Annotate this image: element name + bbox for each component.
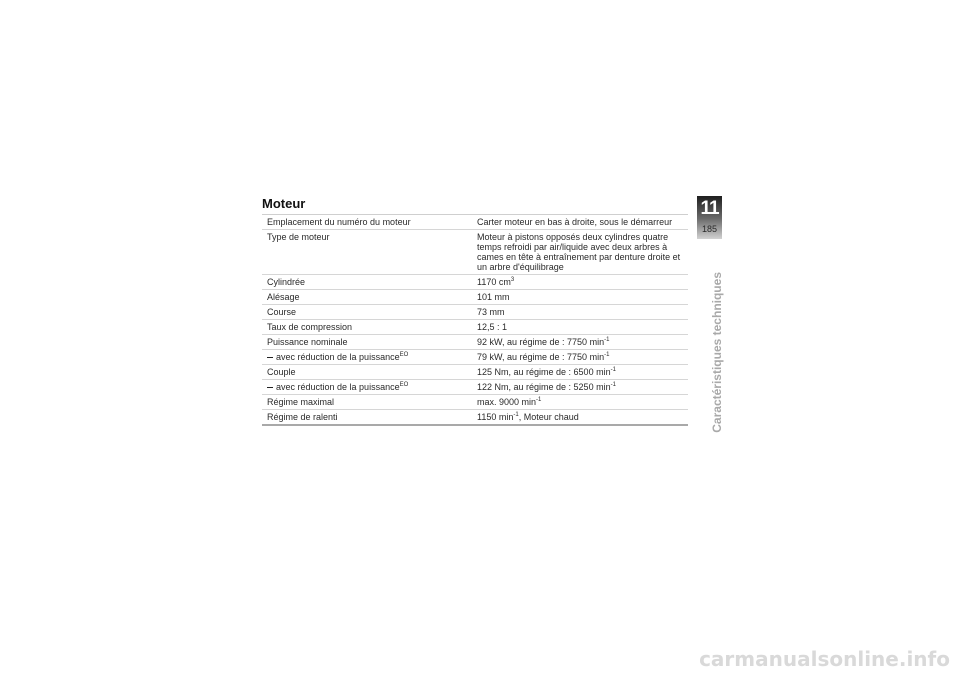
spec-label-text: Taux de compression: [267, 322, 353, 332]
spec-value: [474, 320, 688, 334]
spec-value-text: 73 mm: [477, 307, 505, 317]
spec-value: [474, 275, 688, 289]
spec-row: [262, 290, 688, 305]
spec-value: [474, 290, 688, 304]
watermark: carmanualsonline.info: [699, 647, 950, 671]
spec-label-text: Alésage: [267, 292, 300, 302]
dash-marker: [267, 357, 273, 358]
spec-label-text: Couple: [267, 367, 296, 377]
spec-row: [262, 320, 688, 335]
spec-value-text: 1150 min: [477, 412, 514, 422]
spec-value: [474, 230, 688, 274]
spec-label-text: Emplacement du numéro du moteur: [267, 217, 411, 227]
label-superscript: EO: [399, 352, 409, 358]
spec-row: [262, 335, 688, 350]
chapter-number: 11: [700, 198, 719, 219]
spec-label-text: Type de moteur: [267, 232, 330, 242]
spec-label-text: avec réduction de la puissance: [276, 382, 400, 392]
spec-label: [262, 395, 474, 409]
value-superscript: -1: [604, 337, 610, 343]
value-superscript: -1: [610, 367, 616, 373]
spec-label: [262, 350, 474, 364]
spec-value: [474, 350, 688, 364]
spec-value-suffix: , Moteur chaud: [518, 412, 579, 422]
spec-label: [262, 290, 474, 304]
spec-value-text: Carter moteur en bas à droite, sous le démarreur: [477, 217, 673, 227]
value-superscript: -1: [536, 397, 542, 403]
chapter-title: Caractéristiques techniques: [710, 272, 724, 433]
spec-label-text: avec réduction de la puissance: [276, 352, 400, 362]
label-superscript: EO: [399, 382, 409, 388]
spec-label-text: Cylindrée: [267, 277, 306, 287]
spec-value-text: 122 Nm, au régime de : 5250 min: [477, 382, 611, 392]
spec-value: [474, 335, 688, 349]
engine-spec-table: [262, 214, 688, 426]
spec-label: [262, 410, 474, 424]
spec-value: [474, 365, 688, 379]
spec-label-text: Régime de ralenti: [267, 412, 338, 422]
spec-value-text: 125 Nm, au régime de : 6500 min: [477, 367, 611, 377]
spec-row: [262, 395, 688, 410]
spec-value: [474, 380, 688, 394]
spec-label-text: Course: [267, 307, 297, 317]
spec-label: [262, 305, 474, 319]
spec-row: [262, 275, 688, 290]
spec-value-text: max. 9000 min: [477, 397, 537, 407]
value-superscript: 3: [510, 277, 515, 283]
chapter-tab: [697, 196, 722, 239]
section-title: Moteur: [262, 196, 306, 211]
spec-label: [262, 215, 474, 229]
spec-label-text: Puissance nominale: [267, 337, 348, 347]
spec-value-text: Moteur à pistons opposés deux cylindres quatre temps refroidi par air/liquide avec deux arbres à cames en tête à entraînement par denture droite et un arbre d'équilibrage: [477, 232, 681, 272]
spec-value-text: 12,5 : 1: [477, 322, 508, 332]
spec-value-text: 79 kW, au régime de : 7750 min: [477, 352, 605, 362]
spec-value: [474, 215, 688, 229]
spec-value: [474, 410, 688, 424]
value-superscript: -1: [513, 412, 519, 418]
value-superscript: -1: [610, 382, 616, 388]
spec-row: [262, 410, 688, 424]
spec-label: [262, 335, 474, 349]
spec-label: [262, 320, 474, 334]
spec-value-text: 101 mm: [477, 292, 510, 302]
spec-value-text: 92 kW, au régime de : 7750 min: [477, 337, 605, 347]
spec-label: [262, 275, 474, 289]
spec-row: [262, 215, 688, 230]
spec-value: [474, 305, 688, 319]
spec-row: [262, 230, 688, 275]
spec-value: [474, 395, 688, 409]
spec-label-text: Régime maximal: [267, 397, 335, 407]
page-number: 185: [701, 224, 718, 234]
spec-label: [262, 230, 474, 274]
spec-row: [262, 380, 688, 395]
spec-row: [262, 305, 688, 320]
spec-label: [262, 365, 474, 379]
spec-row: [262, 365, 688, 380]
spec-label: [262, 380, 474, 394]
spec-row: [262, 350, 688, 365]
spec-value-text: 1170 cm: [477, 277, 511, 287]
dash-marker: [267, 387, 273, 388]
value-superscript: -1: [604, 352, 610, 358]
